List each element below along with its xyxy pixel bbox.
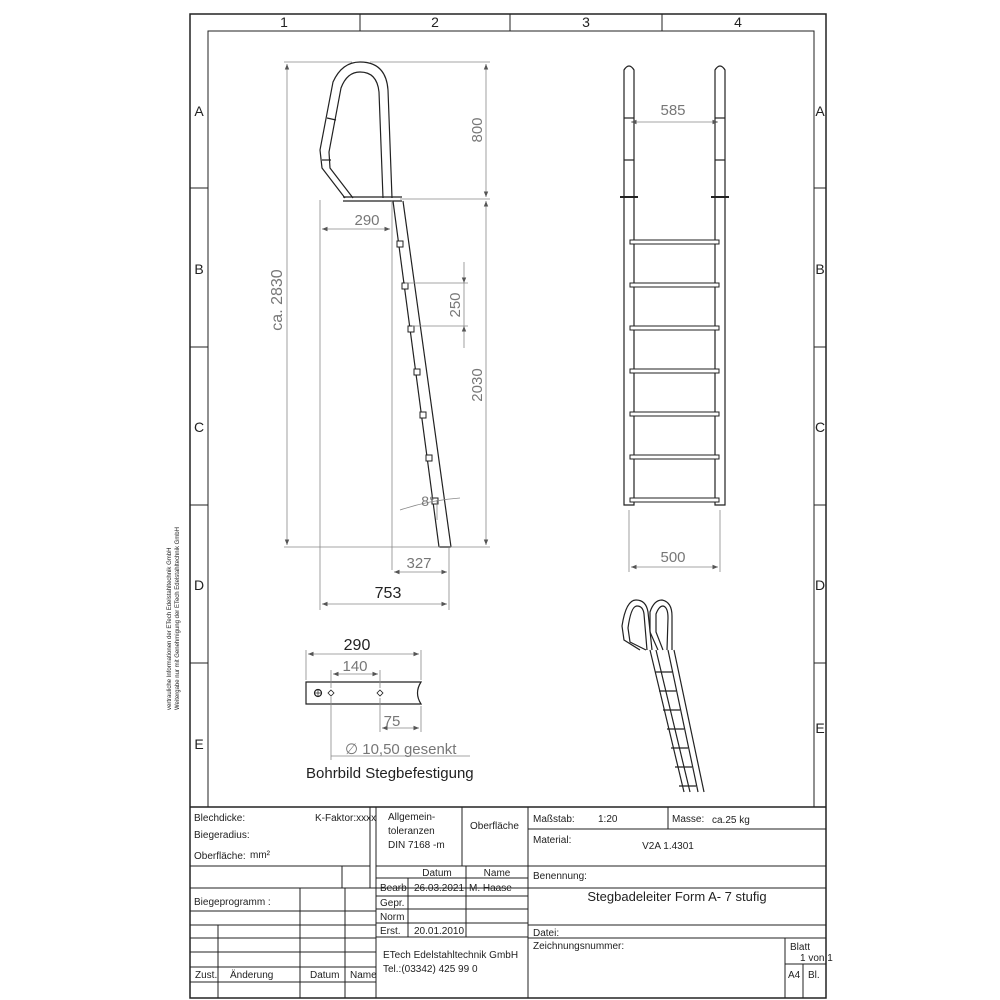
tb-masse-label: Masse: (672, 814, 705, 825)
tb-blechdicke-label: Blechdicke: (194, 813, 246, 824)
detail-length: 290 (343, 637, 371, 654)
column-label-4: 4 (734, 14, 742, 30)
tb-toleranz-3: DIN 7168 -m (388, 840, 445, 851)
tb-blatt-value: 1 von 1 (800, 953, 833, 964)
row-label-e-right: E (815, 720, 825, 736)
tb-norm-label: Norm (380, 912, 405, 923)
detail-hole-distance-75: 75 (383, 713, 401, 730)
tb-rev-name-label: Name (350, 970, 377, 981)
tb-company-tel: Tel.:(03342) 425 99 0 (383, 964, 478, 975)
row-label-a-left: A (194, 103, 204, 119)
dim-step-spacing: 250 (447, 292, 464, 318)
tb-bearb-date: 26.03.2021 (414, 883, 465, 894)
dim-bottom-width: 500 (660, 549, 686, 566)
tb-toleranz-1: Allgemein- (388, 812, 436, 823)
dim-total-depth: 753 (374, 585, 402, 602)
tb-company-name: ETech Edelstahltechnik GmbH (383, 950, 519, 961)
tb-bearb-name: M. Haase (469, 883, 512, 894)
tb-oberflaeche-label: Oberfläche: (194, 851, 246, 862)
dim-handle-height: 800 (469, 117, 486, 143)
tb-massstab-value: 1:20 (598, 814, 618, 825)
tb-erst-label: Erst. (380, 926, 401, 937)
row-label-d-left: D (193, 577, 205, 593)
tb-benennung-value: Stegbadeleiter Form A- 7 stufig (587, 889, 767, 904)
tb-aenderung-label: Änderung (230, 970, 274, 981)
side-view-dimension-lines (284, 62, 490, 610)
tb-blatt-label: Blatt (790, 942, 811, 953)
tb-biegeradius-label: Biegeradius: (194, 830, 250, 841)
tb-k-faktor: K-Faktor:xxxx (315, 813, 377, 824)
tb-bl-label: Bl. (808, 970, 820, 981)
row-label-b-right: B (815, 261, 825, 277)
column-label-1: 1 (280, 14, 288, 30)
ladder-isometric-view (622, 600, 704, 792)
tb-rev-datum-label: Datum (310, 970, 340, 981)
column-label-3: 3 (582, 14, 590, 30)
front-view-dimension-lines (629, 122, 720, 572)
tb-zeichnungsnummer-label: Zeichnungsnummer: (533, 941, 625, 952)
dim-angle: 8° (421, 493, 435, 509)
row-label-e-left: E (194, 736, 204, 752)
row-label-a-right: A (815, 103, 825, 119)
row-label-b-left: B (194, 261, 204, 277)
column-label-2: 2 (431, 14, 439, 30)
dim-ladder-height: 2030 (469, 368, 486, 402)
tb-erst-date: 20.01.2010 (414, 926, 465, 937)
tb-bearb-label: Bearb. (380, 883, 410, 894)
tb-benennung-label: Benennung: (533, 871, 587, 882)
tb-format-value: A4 (788, 970, 801, 981)
tb-datei-label: Datei: (533, 928, 560, 939)
tb-material-label: Material: (533, 835, 572, 846)
bracket-detail (306, 682, 421, 704)
tb-oberflaeche-header: Oberfläche (470, 821, 519, 832)
ladder-side-view (320, 62, 451, 547)
dim-top-width: 585 (660, 102, 686, 119)
dim-total-height: ca. 2830 (269, 269, 286, 331)
tb-gepr-label: Gepr. (380, 898, 405, 909)
tb-material-value: V2A 1.4301 (642, 841, 694, 852)
tb-masse-value: ca.25 kg (712, 815, 750, 826)
detail-hole-distance-140: 140 (342, 658, 368, 675)
detail-caption: Bohrbild Stegbefestigung (306, 765, 474, 782)
confidential-note-1: vertrauliche Informationen der ETech Edelstahltechnik GmbH (167, 547, 173, 710)
tb-name-header: Name (483, 868, 511, 879)
ladder-front-steps (630, 240, 719, 502)
tb-zust-label: Zust. (195, 970, 218, 981)
tb-toleranz-2: toleranzen (388, 826, 435, 837)
drawing-frame (190, 14, 826, 998)
dim-step-depth: 290 (354, 212, 380, 229)
row-label-d-right: D (814, 577, 826, 593)
tb-massstab-label: Maßstab: (533, 814, 575, 825)
row-label-c-left: C (193, 419, 205, 435)
row-label-c-right: C (814, 419, 826, 435)
tb-datum-header: Datum (422, 868, 452, 879)
tb-biegeprogramm-label: Biegeprogramm : (194, 897, 271, 908)
confidential-note-2: Weitergabe nur mit Genehmigung der ETech Edelstahltechnik GmbH (175, 527, 181, 710)
dim-bottom-offset: 327 (406, 555, 432, 572)
tb-oberflaeche-unit: mm² (250, 850, 270, 861)
detail-hole-spec: ∅ 10,50 gesenkt (345, 741, 457, 758)
